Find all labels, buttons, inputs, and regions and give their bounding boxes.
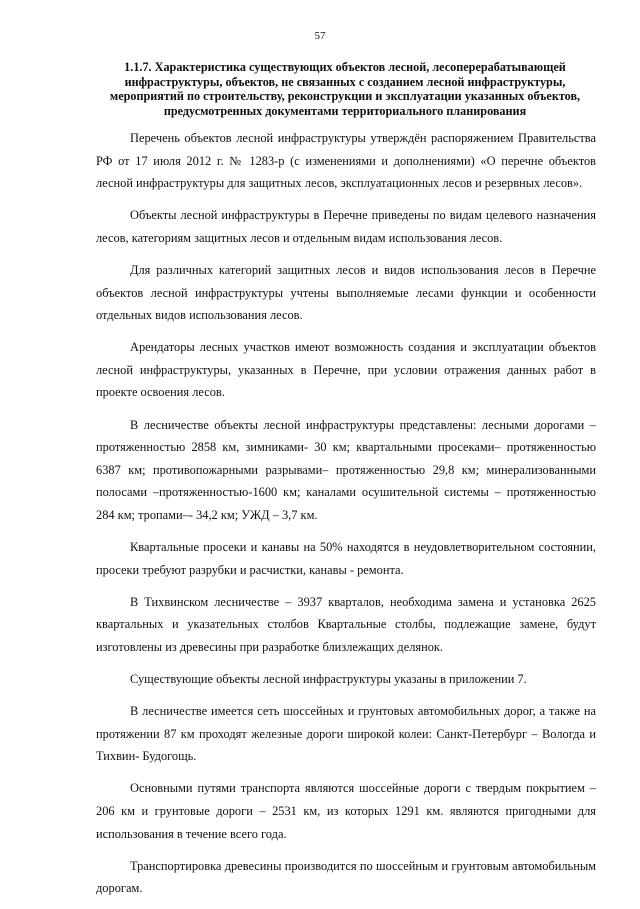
paragraph: В лесничестве имеется сеть шоссейных и грунтовых автомобильных дорог, а также на протяжении 87 км проходят железные дороги широкой колеи: Санкт-Петербург – Вологда и Тихвин- Будогощь. xyxy=(96,704,596,764)
paragraph: Существующие объекты лесной инфраструктуры указаны в приложении 7. xyxy=(130,671,527,686)
paragraph: Перечень объектов лесной инфраструктуры утверждён распоряжением Правительства РФ от 17 июля 2012 г. № 1283-р (с изменениями и дополнениями) «О перечне объектов лесной инфраструктуры для защитных лесов, эксплуатационных лесов и резервных лесов». xyxy=(96,131,596,191)
page-number: 57 xyxy=(314,30,326,42)
paragraph: Объекты лесной инфраструктуры в Перечне приведены по видам целевого назначения лесов, категориям защитных лесов и отдельным видам использования лесов. xyxy=(96,208,596,245)
body-text xyxy=(96,127,596,909)
paragraph: В Тихвинском лесничестве – 3937 кварталов, необходима замена и установка 2625 квартальных и указательных столбов Квартальные столбы, подлежащие замене, будут изготовлены из древесины при разработке близлежащих делянок. xyxy=(96,594,596,654)
paragraph: Для различных категорий защитных лесов и видов использования лесов в Перечне объектов лесной инфраструктуры учтены выполняемые лесами функции и особенности отдельных видов использования лесов. xyxy=(96,262,596,323)
paragraph: Арендаторы лесных участков имеют возможность создания и эксплуатации объектов лесной инфраструктуры, указанных в Перечне, при условии отражения данных работ в проекте освоения лесов. xyxy=(96,340,596,400)
section-heading: 1.1.7. Характеристика существующих объектов лесной, лесоперерабатывающей инфраструктуры, объектов, не связанных с созданием лесной инфраструктуры, мероприятий по строительству, реконструкции и эксплуатации указанных объектов, предусмотренных документами территориального планирования xyxy=(109,60,581,118)
paragraph: В лесничестве объекты лесной инфраструктуры представлены: лесными дорогами – протяженностью 2858 км, зимниками- 30 км; квартальными просеками– протяженностью 6387 км; противопожарными разрывами– протяженностью 29,8 км; минерализованными полосами –протяженностью-1600 км; каналами осушительной системы – протяженностью 284 км; тропами–- 34,2 км; УЖД – 3,7 км. xyxy=(96,417,596,522)
paragraph: Транспортировка древесины производится по шоссейным и грунтовым автомобильным дорогам. xyxy=(96,858,596,896)
paragraph: Основными путями транспорта являются шоссейные дороги с твердым покрытием – 206 км и грунтовые дороги – 2531 км, из которых 1291 км. являются пригодными для использования в течение всего года. xyxy=(96,781,596,841)
paragraph: Квартальные просеки и канавы на 50% находятся в неудовлетворительном состоянии, просеки требуют разрубки и расчистки, канавы - ремонта. xyxy=(96,540,596,577)
